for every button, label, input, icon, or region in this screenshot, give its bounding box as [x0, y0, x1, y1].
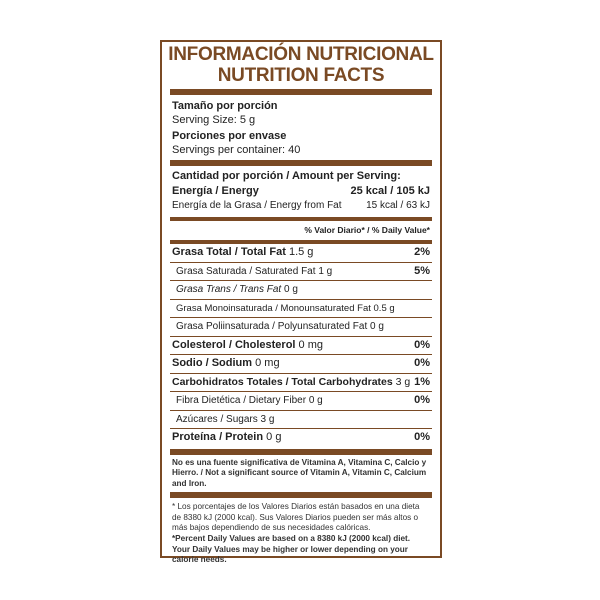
- nutrient-amount: 0 mg: [255, 357, 280, 369]
- nutrient-amount: 1.5 g: [288, 246, 314, 258]
- nutrient-row-total-fat: [162, 244, 440, 262]
- nutrient-amount: 0 g: [308, 395, 323, 406]
- nutrient-amount: 3 g: [260, 413, 275, 425]
- nutrient-row-monounsaturated-fat: [162, 300, 440, 318]
- footnote-english: *Percent Daily Values are based on a 8380 kJ (2000 kcal) diet. Your Daily Values may be higher or lower depending on your calorie needs.: [172, 534, 411, 565]
- servings-per-container-label: Porciones por envase: [172, 130, 287, 142]
- nutrient-dv: 5%: [414, 264, 430, 277]
- nutrition-facts-label: [160, 40, 442, 565]
- nutrient-row-dietary-fiber: [162, 392, 440, 410]
- nutrient-row-protein: [162, 429, 440, 447]
- energy-fat-label: Energía de la Grasa / Energy from Fat: [172, 200, 342, 211]
- nutrient-label: Grasa Trans / Trans Fat: [176, 284, 282, 295]
- nutrient-row-cholesterol: [162, 337, 440, 355]
- nutrient-dv: 1%: [414, 375, 430, 388]
- energy-fat-row: [172, 198, 430, 213]
- serving-size-value: Serving Size: 5 g: [172, 114, 256, 126]
- not-significant-source-text: No es una fuente significativa de Vitamina A, Vitamina C, Calcio y Hierro. / Not a significant source of Vitamin A, Vitamin C, Calcium and Iron.: [172, 457, 427, 488]
- nutrient-label: Colesterol / Cholesterol: [172, 338, 296, 351]
- energy-label: Energía / Energy: [172, 185, 259, 197]
- nutrient-dv: 0%: [414, 338, 430, 351]
- nutrient-label: Azúcares / Sugars: [176, 413, 258, 425]
- nutrient-label: Fibra Dietética / Dietary Fiber: [176, 395, 307, 406]
- nutrient-amount: 3 g: [395, 375, 411, 388]
- nutrient-row-trans-fat: [162, 281, 440, 299]
- nutrient-row-sugars: [162, 411, 440, 429]
- nutrient-amount: 0 g: [266, 431, 282, 443]
- nutrient-dv: 0%: [414, 394, 430, 406]
- nutrient-label: Grasa Poliinsaturada / Polyunsaturated Fat: [176, 321, 368, 332]
- nutrient-label: Carbohidratos Totales / Total Carbohydrates: [172, 375, 393, 388]
- nutrient-row-sodium: [162, 355, 440, 373]
- amount-section: [162, 166, 440, 213]
- amount-header: Cantidad por porción / Amount per Serving:: [172, 170, 401, 182]
- nutrient-amount: 0 g: [284, 284, 298, 295]
- footnote-spanish: * Los porcentajes de los Valores Diarios están basados en una dieta de 8380 kJ (2000 kcal). Sus Valores Diarios pueden ser más altos o más bajos dependiendo de sus necesidades calóricas.: [172, 502, 420, 533]
- nutrient-amount: 0 g: [370, 321, 384, 332]
- servings-per-container-value: Servings per container: 40: [172, 144, 301, 156]
- not-significant-source-note: [162, 455, 440, 493]
- nutrient-dv: 2%: [414, 246, 430, 258]
- nutrient-label: Grasa Saturada / Saturated Fat: [176, 265, 316, 277]
- nutrient-row-polyunsaturated-fat: [162, 318, 440, 336]
- energy-fat-value: 15 kcal / 63 kJ: [366, 200, 430, 211]
- nutrient-row-saturated-fat: [162, 263, 440, 281]
- footnote: [162, 498, 440, 569]
- nutrient-row-total-carbohydrates: [162, 374, 440, 392]
- daily-value-header: % Valor Diario* / % Daily Value*: [304, 225, 430, 235]
- nutrient-amount: 0 mg: [298, 338, 324, 351]
- nutrient-label: Grasa Monoinsaturada / Monounsaturated Fat: [176, 302, 371, 314]
- nutrient-amount: 0.5 g: [373, 302, 395, 314]
- nutrient-dv: 0%: [414, 357, 430, 369]
- serving-info: [162, 95, 440, 160]
- nutrient-dv: 0%: [414, 431, 430, 443]
- nutrient-label: Proteína / Protein: [172, 431, 264, 443]
- energy-row: [172, 184, 430, 198]
- energy-value: 25 kcal / 105 kJ: [350, 185, 430, 197]
- label-title: [162, 42, 440, 86]
- serving-size-label: Tamaño por porción: [172, 100, 278, 112]
- nutrient-amount: 1 g: [318, 265, 333, 277]
- nutrient-label: Sodio / Sodium: [172, 357, 253, 369]
- title-english: NUTRITION FACTS: [217, 65, 385, 86]
- title-spanish: INFORMACIÓN NUTRICIONAL: [168, 44, 434, 65]
- nutrient-label: Grasa Total / Total Fat: [172, 246, 286, 258]
